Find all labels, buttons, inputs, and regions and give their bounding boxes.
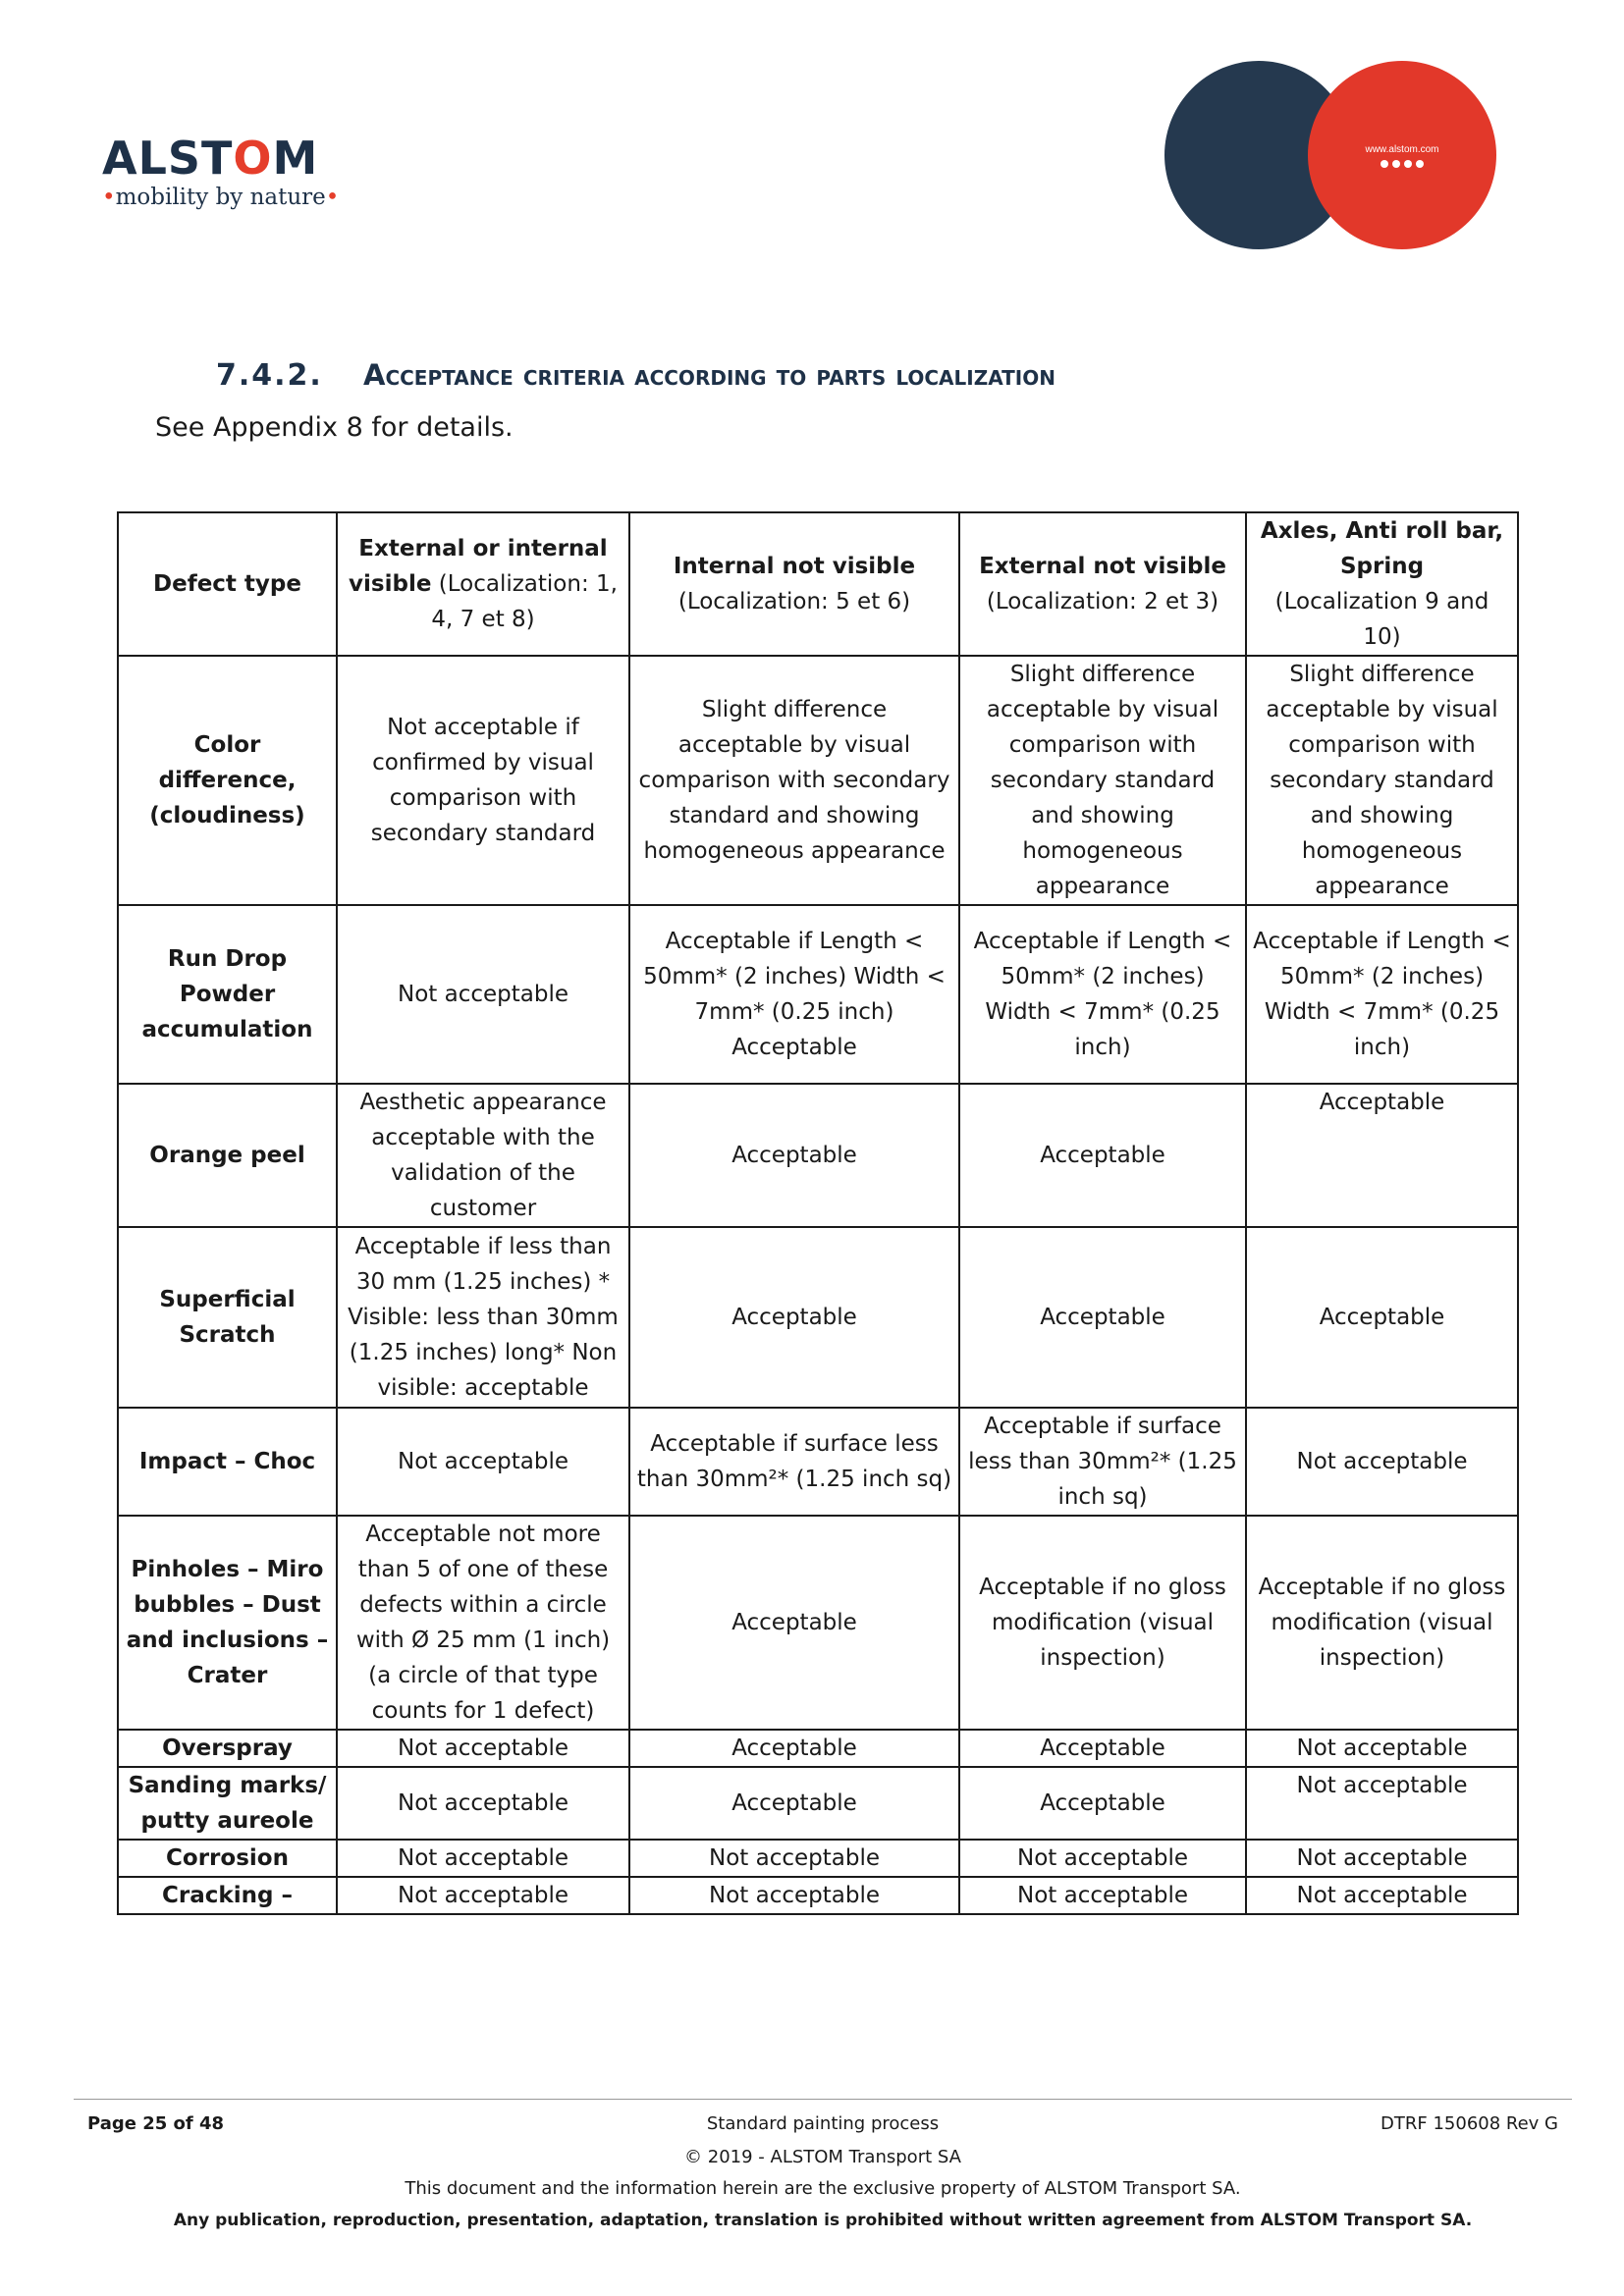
table-cell: Slight difference acceptable by visual comparison with secondary standard and showing homogeneous appearance: [959, 656, 1246, 905]
document-title: Standard painting process: [706, 2113, 940, 2134]
table-cell: Not acceptable: [1246, 1877, 1518, 1914]
table-cell: Slight difference acceptable by visual comparison with secondary standard and showing homogeneous appearance: [629, 656, 959, 905]
property-notice: This document and the information herein are the exclusive property of ALSTOM Transport SA.: [405, 2178, 1241, 2199]
section-heading: [216, 355, 1056, 400]
table-cell: Not acceptable: [337, 1408, 629, 1516]
logo-wordmark: ALSTOM: [102, 132, 319, 185]
table-cell: Acceptable if surface less than 30mm²* (1.25 inch sq): [629, 1408, 959, 1516]
table-row: [118, 1227, 1518, 1408]
defect-name: Orange peel: [118, 1084, 337, 1227]
table-cell: Acceptable if no gloss modification (visual inspection): [959, 1516, 1246, 1730]
table-cell: Acceptable if no gloss modification (visual inspection): [1246, 1516, 1518, 1730]
acceptance-criteria-table: [117, 511, 1519, 1915]
header-defect-type: Defect type: [118, 512, 337, 656]
table-cell: Acceptable not more than 5 of one of these defects within a circle with Ø 25 mm (1 inch) (a circle of that type counts for 1 defect): [337, 1516, 629, 1730]
table-cell: Not acceptable: [337, 1730, 629, 1767]
table-row: [118, 905, 1518, 1084]
table-row: [118, 1767, 1518, 1840]
table-cell: Acceptable: [959, 1767, 1246, 1840]
defect-name: Run Drop Powder accumulation: [118, 905, 337, 1084]
intro-text: See Appendix 8 for details.: [155, 412, 514, 443]
table-cell: Acceptable: [629, 1730, 959, 1767]
copyright-notice: © 2019 - ALSTOM Transport SA: [684, 2147, 961, 2167]
table-cell: Acceptable if Length < 50mm* (2 inches) Width < 7mm* (0.25 inch) Acceptable: [629, 905, 959, 1084]
table-cell: Acceptable if Length < 50mm* (2 inches) Width < 7mm* (0.25 inch): [959, 905, 1246, 1084]
alstom-logo: [102, 133, 339, 210]
table-row: [118, 1730, 1518, 1767]
table-cell: Acceptable: [1246, 1227, 1518, 1408]
table-cell: Not acceptable if confirmed by visual comparison with secondary standard: [337, 656, 629, 905]
table-cell: Not acceptable: [629, 1877, 959, 1914]
table-row: [118, 656, 1518, 905]
table-cell: Not acceptable: [959, 1877, 1246, 1914]
table-cell: Acceptable: [1246, 1084, 1518, 1227]
table-cell: Not acceptable: [1246, 1840, 1518, 1877]
table-cell: Not acceptable: [1246, 1408, 1518, 1516]
defect-name: Cracking –: [118, 1877, 337, 1914]
document-reference: DTRF 150608 Rev G: [1380, 2113, 1558, 2134]
table-cell: Aesthetic appearance acceptable with the validation of the customer: [337, 1084, 629, 1227]
table-cell: Acceptable: [629, 1227, 959, 1408]
table-cell: Not acceptable: [337, 1840, 629, 1877]
header-external-internal-visible: External or internal visible (Localization: 1, 4, 7 et 8): [337, 512, 629, 656]
section-title: Acceptance criteria according to parts localization: [363, 358, 1056, 392]
table-cell: Acceptable: [959, 1730, 1246, 1767]
defect-name: Superficial Scratch: [118, 1227, 337, 1408]
table-row: [118, 1516, 1518, 1730]
defect-name: Color difference, (cloudiness): [118, 656, 337, 905]
table-cell: Not acceptable: [629, 1840, 959, 1877]
social-icon: [1404, 160, 1412, 168]
logo-o-mark: O: [233, 132, 273, 185]
table-cell: Not acceptable: [337, 905, 629, 1084]
table-cell: Acceptable if Length < 50mm* (2 inches) Width < 7mm* (0.25 inch): [1246, 905, 1518, 1084]
table-cell: Acceptable if less than 30 mm (1.25 inches) * Visible: less than 30mm (1.25 inches) long* Non visible: acceptable: [337, 1227, 629, 1408]
table-cell: Acceptable: [629, 1516, 959, 1730]
section-number: 7.4.2.: [216, 358, 323, 393]
defect-name: Sanding marks/ putty aureole: [118, 1767, 337, 1840]
defect-name: Pinholes – Miro bubbles – Dust and inclusions – Crater: [118, 1516, 337, 1730]
table-cell: Acceptable: [629, 1767, 959, 1840]
table-cell: Not acceptable: [1246, 1767, 1518, 1840]
table-cell: Acceptable if surface less than 30mm²* (1.25 inch sq): [959, 1408, 1246, 1516]
legal-notice: Any publication, reproduction, presentation, adaptation, translation is prohibited without written agreement from ALSTOM Transport SA.: [173, 2211, 1473, 2230]
social-icons: [1380, 160, 1424, 168]
table-row: [118, 1408, 1518, 1516]
header-circles-graphic: [1164, 61, 1498, 252]
logo-tagline: •mobility by nature•: [102, 185, 340, 210]
table-row: [118, 1840, 1518, 1877]
header-axles-spring: Axles, Anti roll bar, Spring (Localization 9 and 10): [1246, 512, 1518, 656]
defect-name: Impact – Choc: [118, 1408, 337, 1516]
table-cell: Acceptable: [959, 1084, 1246, 1227]
table-header-row: [118, 512, 1518, 656]
page-number: Page 25 of 48: [87, 2113, 225, 2134]
table-cell: Not acceptable: [337, 1767, 629, 1840]
defect-name: Overspray: [118, 1730, 337, 1767]
red-circle: [1308, 61, 1496, 249]
social-icon: [1392, 160, 1400, 168]
table-row: [118, 1084, 1518, 1227]
social-icon: [1416, 160, 1424, 168]
table-row: [118, 1877, 1518, 1914]
social-icon: [1380, 160, 1388, 168]
header-external-not-visible: External not visible (Localization: 2 et 3): [959, 512, 1246, 656]
table-cell: Slight difference acceptable by visual comparison with secondary standard and showing homogeneous appearance: [1246, 656, 1518, 905]
table-cell: Not acceptable: [337, 1877, 629, 1914]
table-cell: Acceptable: [629, 1084, 959, 1227]
header-internal-not-visible: Internal not visible (Localization: 5 et 6): [629, 512, 959, 656]
page-footer: [74, 2099, 1572, 2230]
defect-name: Corrosion: [118, 1840, 337, 1877]
website-url: www.alstom.com: [1365, 143, 1439, 155]
table-cell: Not acceptable: [1246, 1730, 1518, 1767]
table-cell: Not acceptable: [959, 1840, 1246, 1877]
table-cell: Acceptable: [959, 1227, 1246, 1408]
